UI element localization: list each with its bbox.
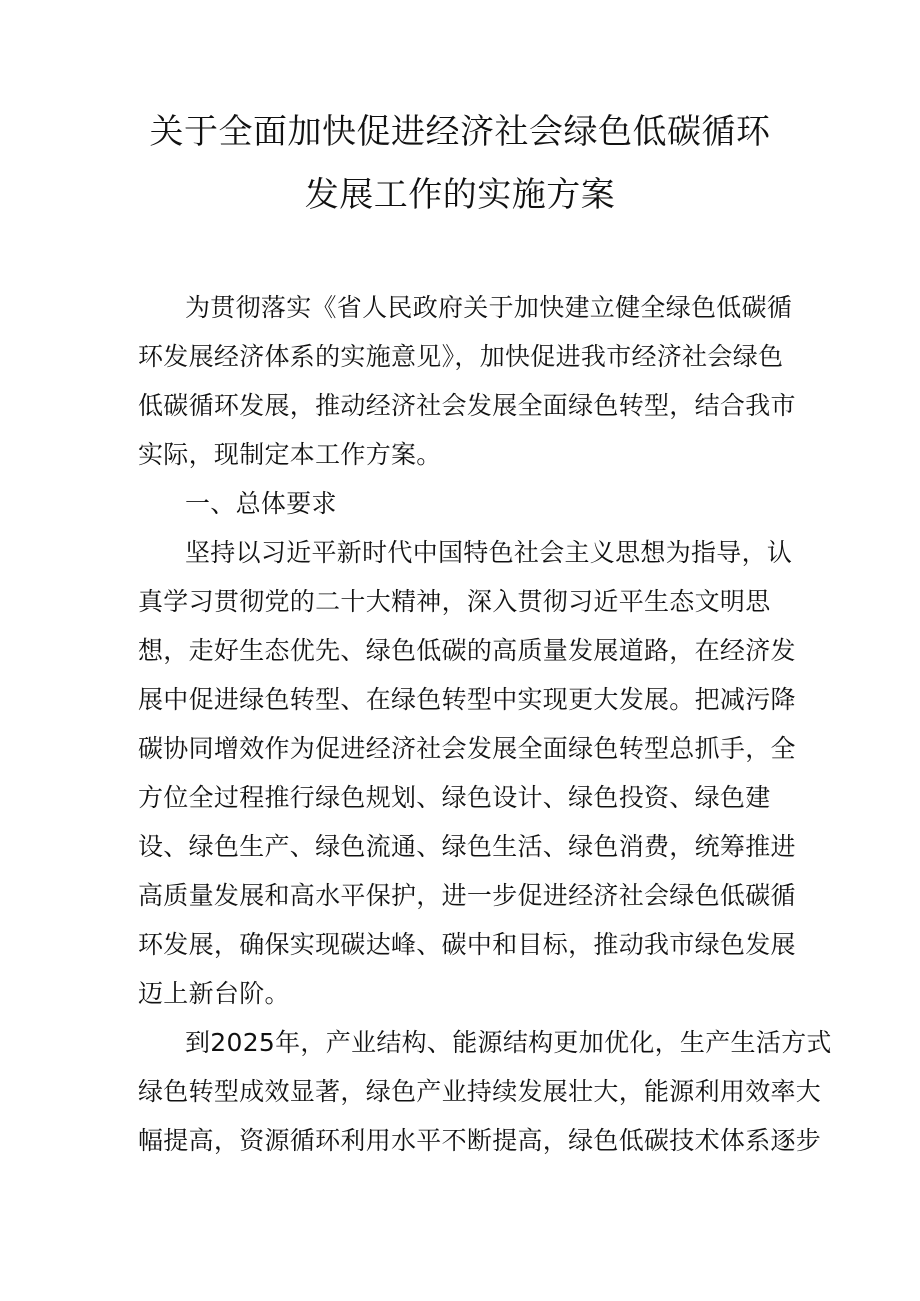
paragraph-1-line-3: 低碳循环发展，推动经济社会发展全面绿色转型，结合我市: [138, 391, 796, 420]
paragraph-2-line-10: 迈上新台阶。: [138, 979, 290, 1008]
paragraph-3-line-1: 到2025年，产业结构、能源结构更加优化，生产生活方式: [185, 1028, 832, 1057]
paragraph-1-line-4: 实际，现制定本工作方案。: [138, 440, 442, 469]
paragraph-2-line-3: 想，走好生态优先、绿色低碳的高质量发展道路，在经济发: [138, 636, 796, 665]
document-title-line-1: 关于全面加快促进经济社会绿色低碳循环: [149, 112, 771, 152]
paragraph-3-line-3: 幅提高，资源循环利用水平不断提高，绿色低碳技术体系逐步: [138, 1126, 822, 1155]
document-title-line-2: 发展工作的实施方案: [304, 175, 616, 215]
paragraph-2-line-6: 方位全过程推行绿色规划、绿色设计、绿色投资、绿色建: [138, 783, 771, 812]
section-heading-1: 一、总体要求: [185, 489, 337, 518]
paragraph-2-line-2: 真学习贯彻党的二十大精神，深入贯彻习近平生态文明思: [138, 587, 771, 616]
paragraph-1-line-2: 环发展经济体系的实施意见》，加快促进我市经济社会绿色: [138, 342, 784, 371]
paragraph-2-line-7: 设、绿色生产、绿色流通、绿色生活、绿色消费，统筹推进: [138, 832, 796, 861]
paragraph-2-line-8: 高质量发展和高水平保护，进一步促进经济社会绿色低碳循: [138, 881, 796, 910]
paragraph-2-line-4: 展中促进绿色转型、在绿色转型中实现更大发展。把减污降: [138, 685, 796, 714]
paragraph-2-line-5: 碳协同增效作为促进经济社会发展全面绿色转型总抓手，全: [138, 734, 796, 763]
paragraph-3-line-2: 绿色转型成效显著，绿色产业持续发展壮大，能源利用效率大: [138, 1077, 822, 1106]
paragraph-1-line-1: 为贯彻落实《省人民政府关于加快建立健全绿色低碳循: [185, 293, 793, 322]
paragraph-2-line-1: 坚持以习近平新时代中国特色社会主义思想为指导，认: [185, 538, 793, 567]
paragraph-2-line-9: 环发展，确保实现碳达峰、碳中和目标，推动我市绿色发展: [138, 930, 796, 959]
